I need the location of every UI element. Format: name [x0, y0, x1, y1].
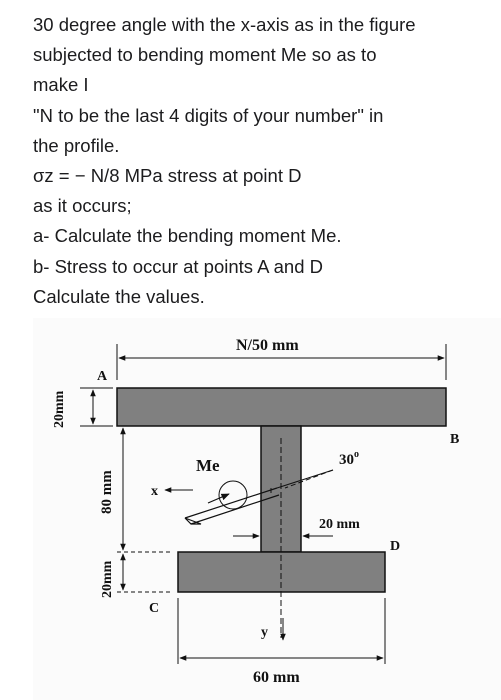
moment-label: Me — [196, 456, 220, 475]
top-flange — [117, 388, 446, 426]
point-d-label: D — [390, 539, 401, 554]
problem-line: subjected to bending moment Me so as to — [33, 44, 377, 66]
problem-line: b- Stress to occur at points A and D — [33, 255, 323, 277]
bottom-flange-label: 20mm — [100, 560, 115, 598]
i-beam-diagram — [33, 318, 501, 700]
problem-line: as it occurs; — [33, 195, 132, 217]
web-thickness-label: 20 mm — [319, 517, 360, 532]
bottom-width-label: 60 mm — [253, 669, 300, 686]
problem-line: the profile. — [33, 134, 120, 156]
problem-line: σz = − N/8 MPa stress at point D — [33, 165, 302, 187]
angle-label: 30$^o$ — [339, 449, 359, 468]
x-axis-label: x — [151, 484, 158, 499]
y-axis-label: y — [261, 625, 268, 640]
top-width-label: N/50 mm — [236, 337, 299, 354]
i-beam-figure — [33, 318, 501, 700]
point-c-label: C — [149, 601, 160, 616]
web-height-label: 80 mm — [99, 470, 115, 514]
point-a-label: A — [97, 369, 108, 384]
problem-line: make I — [33, 74, 89, 96]
problem-line: a- Calculate the bending moment Me. — [33, 225, 342, 247]
problem-line: Calculate the values. — [33, 285, 205, 307]
flange-thickness-label: 20mm — [52, 390, 67, 428]
problem-line: 30 degree angle with the x-axis as in the figure — [33, 14, 416, 35]
problem-text — [33, 10, 493, 312]
problem-line: "N to be the last 4 digits of your number" in — [33, 104, 384, 126]
point-b-label: B — [450, 432, 460, 447]
